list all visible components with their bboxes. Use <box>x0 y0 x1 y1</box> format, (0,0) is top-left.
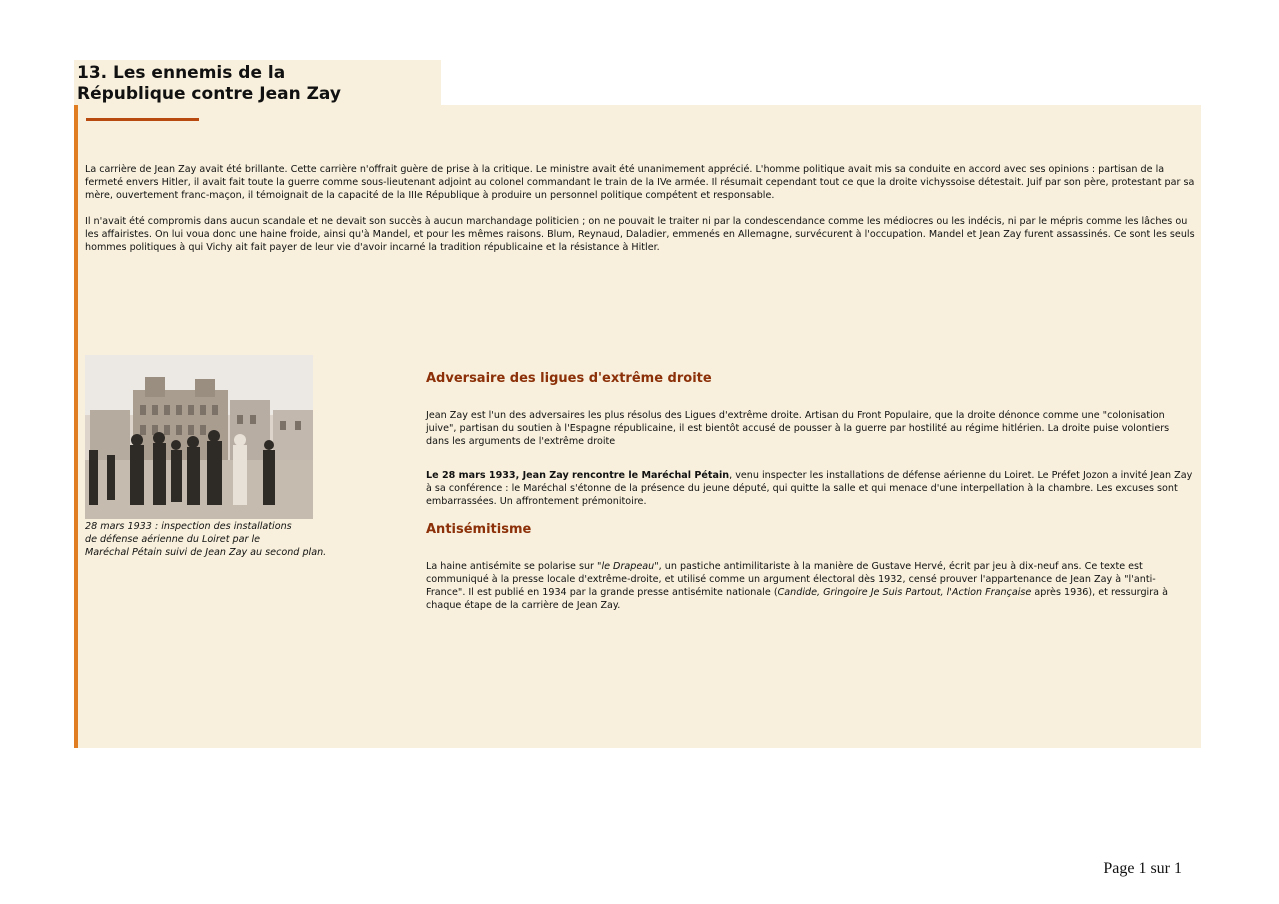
intro-paragraph-1: La carrière de Jean Zay avait été brillante. Cette carrière n'offrait guère de prise à la critique. Le ministre avait été unanimement apprécié. L'homme politique avait mis sa conduite en accord avec ses opinions : partisan de la fermeté envers Hitler, il avait fait toute la guerre comme sous-lieutenant adjoint au colonel commandant le train de la IVe armée. Il résumait cependant tout ce que la droite vichyssoise détestait. Juif par son père, protestant par sa mère, ouvertement franc-maçon, il témoignait de la capacité de la IIIe République à produire un personnel politique compétent et responsable. <box>85 164 1195 201</box>
section2-text-2: , un pastiche antimilitariste à la manière de Gustave Hervé, écrit par jeu à dix-neuf ans. Ce texte est communiqué à la presse locale d'extrême-droite, et utilisé comme un argument électoral dès 1932, censé prouver l'appartenance de Jean Zay à "l'anti-France". Il est publié en 1934 par la grande presse antisémite nationale ( <box>426 561 1156 598</box>
caption-line-1: 28 mars 1933 : inspection des installations <box>85 521 292 532</box>
article-column <box>426 370 1193 612</box>
section-heading-ligues: Adversaire des ligues d'extrême droite <box>426 371 712 386</box>
page-title <box>77 63 341 105</box>
section1-paragraph-2-rest: , venu inspecter les installations de défense aérienne du Loiret. Le Préfet Jozon a invité Jean Zay à sa conférence : le Maréchal s'étonne de la présence du jeune député, qui quitte la salle et qui menace d'une interpellation à la chambre. Les excuses sont embarrassées. Un affrontement prémonitoire. <box>426 470 1193 507</box>
title-underline <box>86 118 199 121</box>
section2-text-1: La haine antisémite se polarise sur <box>426 561 598 572</box>
historic-photo <box>85 355 313 519</box>
photo-illustration <box>85 355 313 519</box>
section2-paragraph <box>426 560 1193 612</box>
section2-italic-1: "le Drapeau" <box>597 561 659 572</box>
section2-italic-2: Candide, Gringoire Je Suis Partout, l'Action Française <box>777 587 1032 598</box>
title-box <box>74 60 441 106</box>
caption-line-2: de défense aérienne du Loiret par le <box>85 534 261 545</box>
accent-bar <box>74 105 78 748</box>
page-title-line1: 13. Les ennemis de la <box>77 63 286 83</box>
page-number: Page 1 sur 1 <box>1103 860 1182 877</box>
photo-caption <box>85 520 385 559</box>
section1-paragraph-1: Jean Zay est l'un des adversaires les plus résolus des Ligues d'extrême droite. Artisan du Front Populaire, que la droite dénonce comme une "colonisation juive", partisan du soutien à l'Espagne républicaine, il est bientôt accusé de pousser à la guerre par hostilité au régime hitlérien. La droite puise volontiers dans les arguments de l'extrême droite <box>426 410 1170 447</box>
section1-bold-lead: Le 28 mars 1933, Jean Zay rencontre le Maréchal Pétain <box>426 470 730 481</box>
section1-paragraph-2 <box>426 469 1193 508</box>
section-heading-antisemitisme: Antisémitisme <box>426 522 532 537</box>
intro-paragraph-2: Il n'avait été compromis dans aucun scandale et ne devait son succès à aucun marchandage politicien ; on ne pouvait le traiter ni par la condescendance comme les médiocres ou les indécis, ni par le mépris comme les lâches ou les affairistes. On lui voua donc une haine froide, ainsi qu'à Mandel, et pour les mêmes raisons. Blum, Reynaud, Daladier, emmenés en Allemagne, survécurent à l'occupation. Mandel et Jean Zay furent assassinés. Ce sont les seuls hommes politiques à qui Vichy ait fait payer de leur vie d'avoir incarné la tradition républicaine et la résistance à Hitler. <box>85 216 1195 253</box>
caption-line-3: Maréchal Pétain suivi de Jean Zay au second plan. <box>85 547 327 558</box>
intro-text <box>85 163 1195 267</box>
section2-text-3: après 1936), et ressurgira à chaque étape de la carrière de Jean Zay. <box>426 587 1168 611</box>
page-title-line2: République contre Jean Zay <box>77 84 341 104</box>
